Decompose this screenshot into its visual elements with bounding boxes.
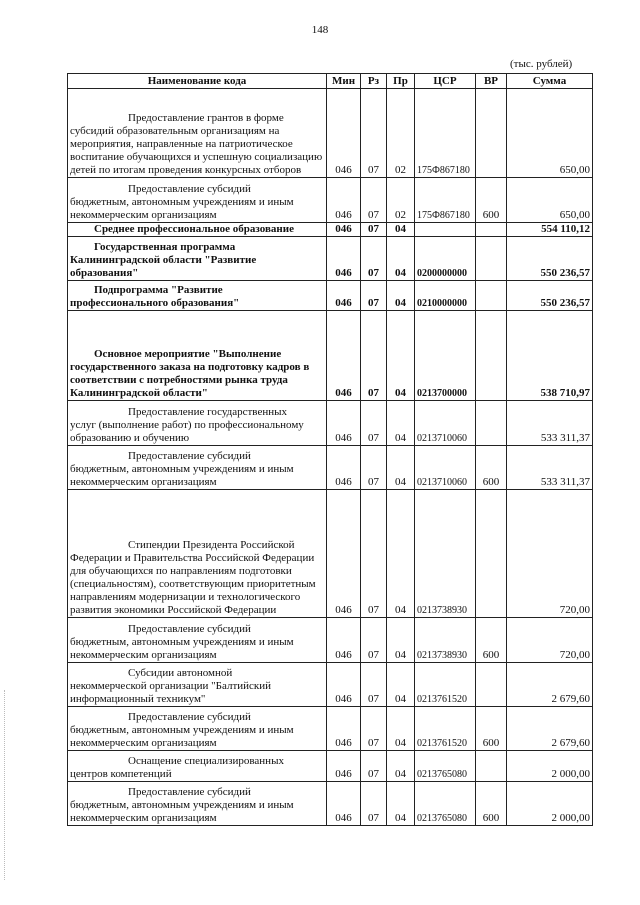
budget-table: [67, 73, 593, 826]
row-name: [68, 618, 327, 663]
row-rz: 07: [361, 281, 387, 311]
row-rz: 07: [361, 178, 387, 223]
row-min: 046: [327, 446, 361, 490]
row-vr: [476, 281, 507, 311]
row-sum: 650,00: [507, 178, 593, 223]
row-vr: 600: [476, 707, 507, 751]
row-name-rest: некоммерческой организации "Балтийский информационный техникум": [70, 680, 272, 705]
row-name-first: Стипендии Президента Российской: [128, 539, 295, 551]
row-rz: 07: [361, 89, 387, 178]
row-min: 046: [327, 237, 361, 281]
table-row: [68, 707, 593, 751]
row-pr: 04: [387, 223, 415, 237]
table-row: [68, 751, 593, 782]
row-csr: 0213761520: [415, 707, 476, 751]
table-header-row: [68, 74, 593, 89]
row-rz: 07: [361, 618, 387, 663]
row-name-rest: Федерации и Правительства Российской Федерации для обучающихся по направлениям подготовки (специальностям), соответствующим приоритетным направлениям модернизации и технологического развития экономики Российской Федерации: [70, 552, 316, 616]
row-name-first: Предоставление субсидий: [128, 450, 251, 462]
row-min: 046: [327, 178, 361, 223]
row-rz: 07: [361, 707, 387, 751]
row-sum: 2 000,00: [507, 751, 593, 782]
row-vr: 600: [476, 618, 507, 663]
row-vr: [476, 237, 507, 281]
row-pr: 02: [387, 178, 415, 223]
row-pr: 02: [387, 89, 415, 178]
row-pr: 04: [387, 446, 415, 490]
row-min: 046: [327, 89, 361, 178]
row-csr: 0213710060: [415, 446, 476, 490]
table-row: [68, 223, 593, 237]
row-name: [68, 178, 327, 223]
row-min: 046: [327, 401, 361, 446]
row-pr: 04: [387, 490, 415, 618]
row-pr: 04: [387, 618, 415, 663]
row-pr: 04: [387, 707, 415, 751]
row-csr: 0213765080: [415, 751, 476, 782]
row-sum: 2 679,60: [507, 663, 593, 707]
row-sum: 550 236,57: [507, 281, 593, 311]
row-name-rest: бюджетным, автономным учреждениям и иным некоммерческим организациям: [70, 799, 294, 824]
row-name-rest: бюджетным, автономным учреждениям и иным некоммерческим организациям: [70, 196, 294, 221]
row-min: 046: [327, 707, 361, 751]
row-name-first: Предоставление субсидий: [128, 183, 251, 195]
row-rz: 07: [361, 311, 387, 401]
row-min: 046: [327, 311, 361, 401]
row-csr: [415, 223, 476, 237]
row-vr: [476, 311, 507, 401]
row-name: [68, 446, 327, 490]
table-row: [68, 178, 593, 223]
row-vr: [476, 490, 507, 618]
row-name-first: Предоставление грантов в форме: [128, 112, 284, 124]
row-name-rest: Калининградской области "Развитие образования": [70, 254, 257, 279]
row-name-first: Государственная программа: [94, 241, 236, 253]
row-name: [68, 223, 327, 237]
row-sum: 2 679,60: [507, 707, 593, 751]
row-name: [68, 490, 327, 618]
row-name-first: Субсидии автономной: [128, 667, 233, 679]
table-row: [68, 89, 593, 178]
row-min: 046: [327, 782, 361, 826]
row-csr: 0213700000: [415, 311, 476, 401]
row-name-first: Предоставление субсидий: [128, 711, 251, 723]
row-name-first: Основное мероприятие "Выполнение: [94, 348, 282, 360]
row-vr: 600: [476, 446, 507, 490]
row-name-first: Среднее профессиональное образование: [94, 223, 294, 235]
row-rz: 07: [361, 223, 387, 237]
row-rz: 07: [361, 401, 387, 446]
table-row: [68, 618, 593, 663]
table-row: [68, 446, 593, 490]
row-csr: 175Ф867180: [415, 178, 476, 223]
row-name: [68, 281, 327, 311]
row-sum: 538 710,97: [507, 311, 593, 401]
row-name-first: Подпрограмма "Развитие: [94, 284, 223, 296]
row-min: 046: [327, 663, 361, 707]
row-vr: [476, 663, 507, 707]
table-row: [68, 401, 593, 446]
row-sum: 533 311,37: [507, 401, 593, 446]
scan-margin-artifact: [4, 690, 6, 880]
row-name-rest: центров компетенций: [70, 768, 172, 780]
row-name: [68, 401, 327, 446]
row-rz: 07: [361, 446, 387, 490]
row-name-rest: бюджетным, автономным учреждениям и иным некоммерческим организациям: [70, 724, 294, 749]
row-sum: 650,00: [507, 89, 593, 178]
row-pr: 04: [387, 401, 415, 446]
row-csr: 0213765080: [415, 782, 476, 826]
row-name-first: Оснащение специализированных: [128, 755, 284, 767]
row-name-rest: профессионального образования": [70, 297, 240, 309]
header-sum: Сумма: [507, 74, 593, 89]
row-min: 046: [327, 281, 361, 311]
row-rz: 07: [361, 237, 387, 281]
row-pr: 04: [387, 311, 415, 401]
row-vr: [476, 89, 507, 178]
row-name-rest: услуг (выполнение работ) по профессиональному образованию и обучению: [70, 419, 304, 444]
header-csr: ЦСР: [415, 74, 476, 89]
row-csr: 0213761520: [415, 663, 476, 707]
header-min: Мин: [327, 74, 361, 89]
row-sum: 550 236,57: [507, 237, 593, 281]
row-csr: 0213710060: [415, 401, 476, 446]
row-vr: 600: [476, 782, 507, 826]
row-min: 046: [327, 751, 361, 782]
row-name-first: Предоставление субсидий: [128, 623, 251, 635]
row-sum: 533 311,37: [507, 446, 593, 490]
row-vr: [476, 223, 507, 237]
row-name: [68, 782, 327, 826]
row-vr: [476, 401, 507, 446]
row-min: 046: [327, 490, 361, 618]
row-pr: 04: [387, 281, 415, 311]
row-csr: 0210000000: [415, 281, 476, 311]
table-row: [68, 311, 593, 401]
page-number: 148: [311, 24, 329, 36]
table-row: [68, 281, 593, 311]
row-pr: 04: [387, 782, 415, 826]
row-sum: 2 000,00: [507, 782, 593, 826]
row-name-rest: бюджетным, автономным учреждениям и иным некоммерческим организациям: [70, 463, 294, 488]
row-rz: 07: [361, 663, 387, 707]
row-name-first: Предоставление государственных: [128, 406, 287, 418]
row-csr: 175Ф867180: [415, 89, 476, 178]
header-vr: ВР: [476, 74, 507, 89]
row-rz: 07: [361, 490, 387, 618]
row-pr: 04: [387, 663, 415, 707]
table-row: [68, 490, 593, 618]
row-pr: 04: [387, 751, 415, 782]
row-name: [68, 237, 327, 281]
row-name-rest: государственного заказа на подготовку кадров в соответствии с потребностями рынка труда Калининградской области": [70, 361, 310, 399]
row-min: 046: [327, 618, 361, 663]
row-sum: 720,00: [507, 618, 593, 663]
row-name-rest: субсидий образовательным организациям на мероприятия, направленные на патриотическое воспитание обучающихся и успешную социализацию детей по итогам проведения конкурсных отборов: [70, 125, 323, 176]
row-vr: 600: [476, 178, 507, 223]
row-sum: 720,00: [507, 490, 593, 618]
header-name: Наименование кода: [68, 74, 327, 89]
row-sum: 554 110,12: [507, 223, 593, 237]
row-min: 046: [327, 223, 361, 237]
row-rz: 07: [361, 751, 387, 782]
row-pr: 04: [387, 237, 415, 281]
table-row: [68, 782, 593, 826]
table-row: [68, 663, 593, 707]
header-pr: Пр: [387, 74, 415, 89]
row-name-rest: бюджетным, автономным учреждениям и иным некоммерческим организациям: [70, 636, 294, 661]
row-csr: 0213738930: [415, 618, 476, 663]
units-label: (тыс. рублей): [510, 58, 573, 70]
row-name: [68, 311, 327, 401]
header-rz: Рз: [361, 74, 387, 89]
row-name: [68, 751, 327, 782]
row-csr: 0213738930: [415, 490, 476, 618]
table-row: [68, 237, 593, 281]
row-name: [68, 89, 327, 178]
row-vr: [476, 751, 507, 782]
row-name: [68, 707, 327, 751]
row-csr: 0200000000: [415, 237, 476, 281]
row-name: [68, 663, 327, 707]
row-name-first: Предоставление субсидий: [128, 786, 251, 798]
row-rz: 07: [361, 782, 387, 826]
